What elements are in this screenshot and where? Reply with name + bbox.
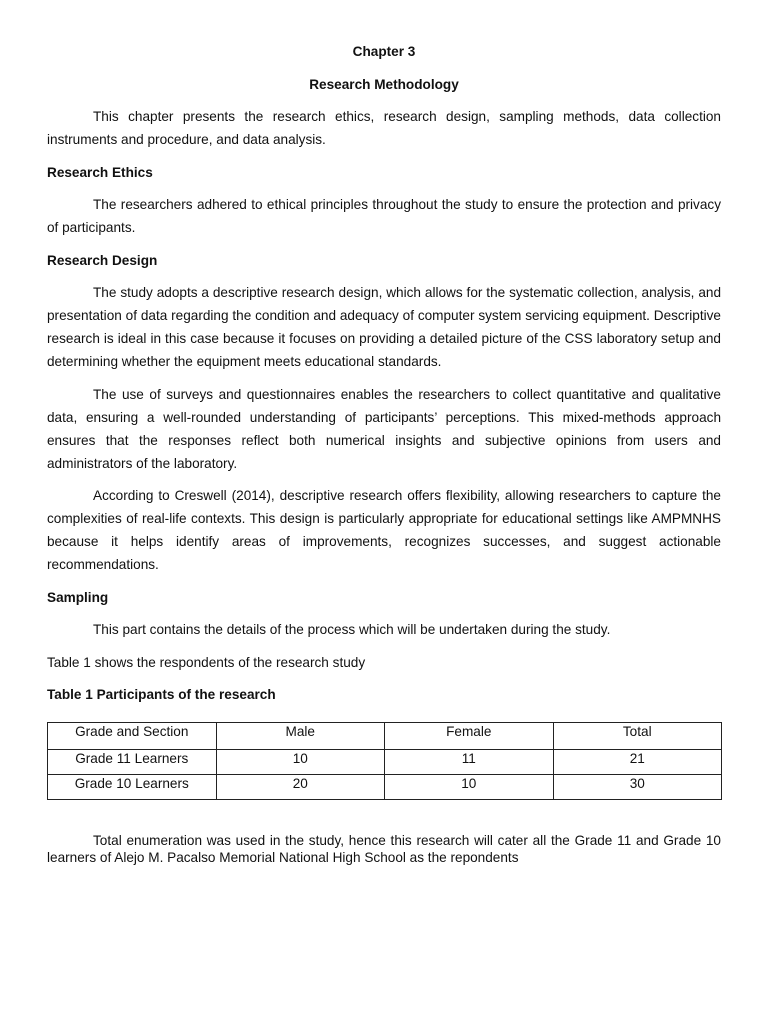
chapter-number: Chapter 3 [352,44,416,59]
table-row [48,775,722,800]
table-cell: Grade 10 Learners [48,775,217,800]
table-cell: Grade 11 Learners [48,750,217,775]
table-header-row [48,723,722,750]
header-cell: Male [216,723,385,750]
table-cell: 10 [216,750,385,775]
table-row [48,750,722,775]
table-cell: 30 [553,775,722,800]
section-heading-sampling: Sampling [47,589,109,605]
sampling-paragraph: This part contains the details of the process which will be undertaken during the study. [93,622,611,637]
section-heading-ethics: Research Ethics [47,164,153,180]
table-cell: 11 [385,750,554,775]
chapter-title: Research Methodology [309,76,459,92]
closing-paragraph: Total enumeration was used in the study, hence this research will cater all the Grade 11 and Grade 10 learners of Alejo M. Pacalso Memorial National High School as the repondents [47,833,721,865]
design-paragraph: The study adopts a descriptive research design, which allows for the systematic collection, analysis, and presentation of data regarding the condition and adequacy of computer system servicing equipment. Descriptive research is ideal in this case because it focuses on providing a detailed picture of the CSS laboratory setup and determining whether the equipment meets educational standards. [47,285,721,369]
header-cell: Female [385,723,554,750]
document-page [47,40,721,876]
table-cell: 20 [216,775,385,800]
ethics-paragraph: The researchers adhered to ethical principles throughout the study to ensure the protection and privacy of participants. [47,197,721,235]
header-cell: Grade and Section [48,723,217,750]
table-cell: 10 [385,775,554,800]
participants-table [47,722,722,800]
table-intro: Table 1 shows the respondents of the research study [47,654,366,670]
design-paragraph: The use of surveys and questionnaires enables the researchers to collect quantitative and qualitative data, ensuring a well-rounded understanding of participants’ perceptions. This mixed-methods approach ensures that the responses reflect both numerical insights and subjective opinions from users and administrators of the laboratory. [47,386,721,471]
table-cell: 21 [553,750,722,775]
header-cell: Total [553,723,722,750]
intro-paragraph: This chapter presents the research ethics, research design, sampling methods, data collection instruments and procedure, and data analysis. [47,109,721,147]
design-paragraph: According to Creswell (2014), descriptive research offers flexibility, allowing researchers to capture the complexities of real-life contexts. This design is particularly appropriate for educational settings like AMPMNHS because it helps identify areas of improvements, recognizes successes, and suggest actionable recommendations. [47,488,721,572]
section-heading-design: Research Design [47,252,158,268]
table-caption: Table 1 Participants of the research [47,687,276,702]
